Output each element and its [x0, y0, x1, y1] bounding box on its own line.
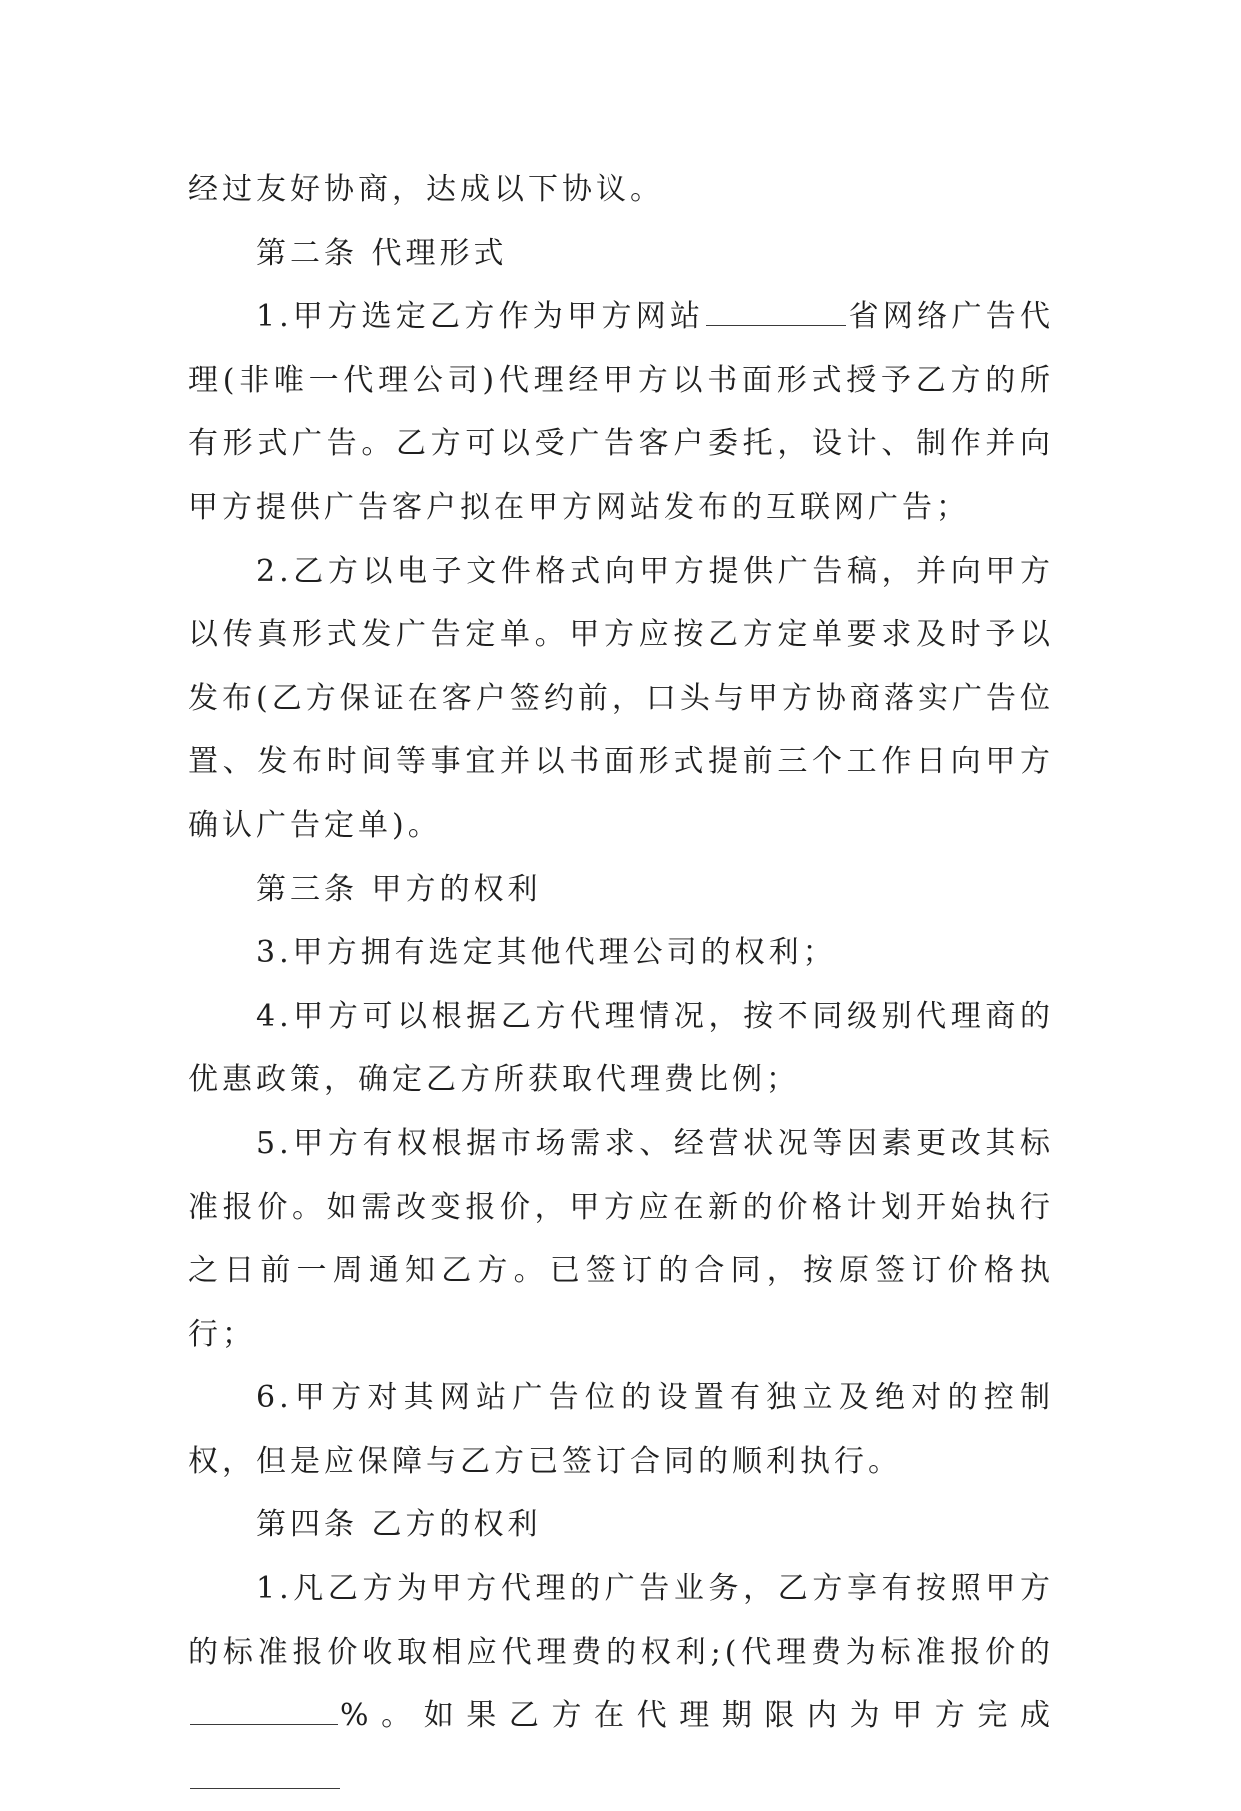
article-2-clause-1	[188, 285, 1054, 539]
article-3-heading: 第三条 甲方的权利	[256, 871, 542, 907]
contract-body	[188, 158, 1054, 1811]
article-3-clause-3: 3.甲方拥有选定其他代理公司的权利；	[256, 935, 837, 971]
clause-text-percent: %。如果乙方在代理期限内为甲方完成	[340, 1698, 1054, 1734]
clause-text-after-blank: 省网络广告代理(非唯一代理公司)代理经甲方以书面形式授予乙方的所有形式广告。乙方可以受广告客户委托，设计、制作并向甲方提供广告客户拟在甲方网站发布的互联网广告；	[188, 299, 1055, 525]
clause-text-line: 1.凡乙方为甲方代理的广告业务，乙方享有按照甲方的标准报价收取相应代理费的权利;(代理费为标准报价的	[188, 1571, 1054, 1670]
clause-text-before-blank: 1.甲方选定乙方作为甲方网站	[256, 299, 705, 335]
article-3-clause-6: 6.甲方对其网站广告位的设置有独立及绝对的控制权，但是应保障与乙方已签订合同的顺利执行。	[188, 1380, 1054, 1479]
article-3-clause-5: 5.甲方有权根据市场需求、经营状况等因素更改其标准报价。如需改变报价，甲方应在新的价格计划开始执行之日前一周通知乙方。已签订的合同，按原签订价格执行；	[188, 1125, 1054, 1352]
fill-in-blank-percentage	[190, 1694, 338, 1725]
article-3-clause-4: 4.甲方可以根据乙方代理情况，按不同级别代理商的优惠政策，确定乙方所获取代理费比例；	[188, 998, 1054, 1098]
article-4-clause-1	[188, 1557, 1054, 1811]
fill-in-blank-amount	[190, 1758, 340, 1789]
article-2-clause-2: 2.乙方以电子文件格式向甲方提供广告稿，并向甲方以传真形式发广告定单。甲方应按乙方定单要求及时予以发布(乙方保证在客户签约前，口头与甲方协商落实广告位置、发布时间等事宜并以书面形式提前三个工作日向甲方确认广告定单)。	[188, 553, 1054, 843]
fill-in-blank-province	[706, 295, 846, 326]
intro-line: 经过友好协商，达成以下协议。	[188, 172, 664, 207]
article-4-heading: 第四条 乙方的权利	[256, 1507, 542, 1543]
article-2-heading: 第二条 代理形式	[256, 235, 508, 271]
